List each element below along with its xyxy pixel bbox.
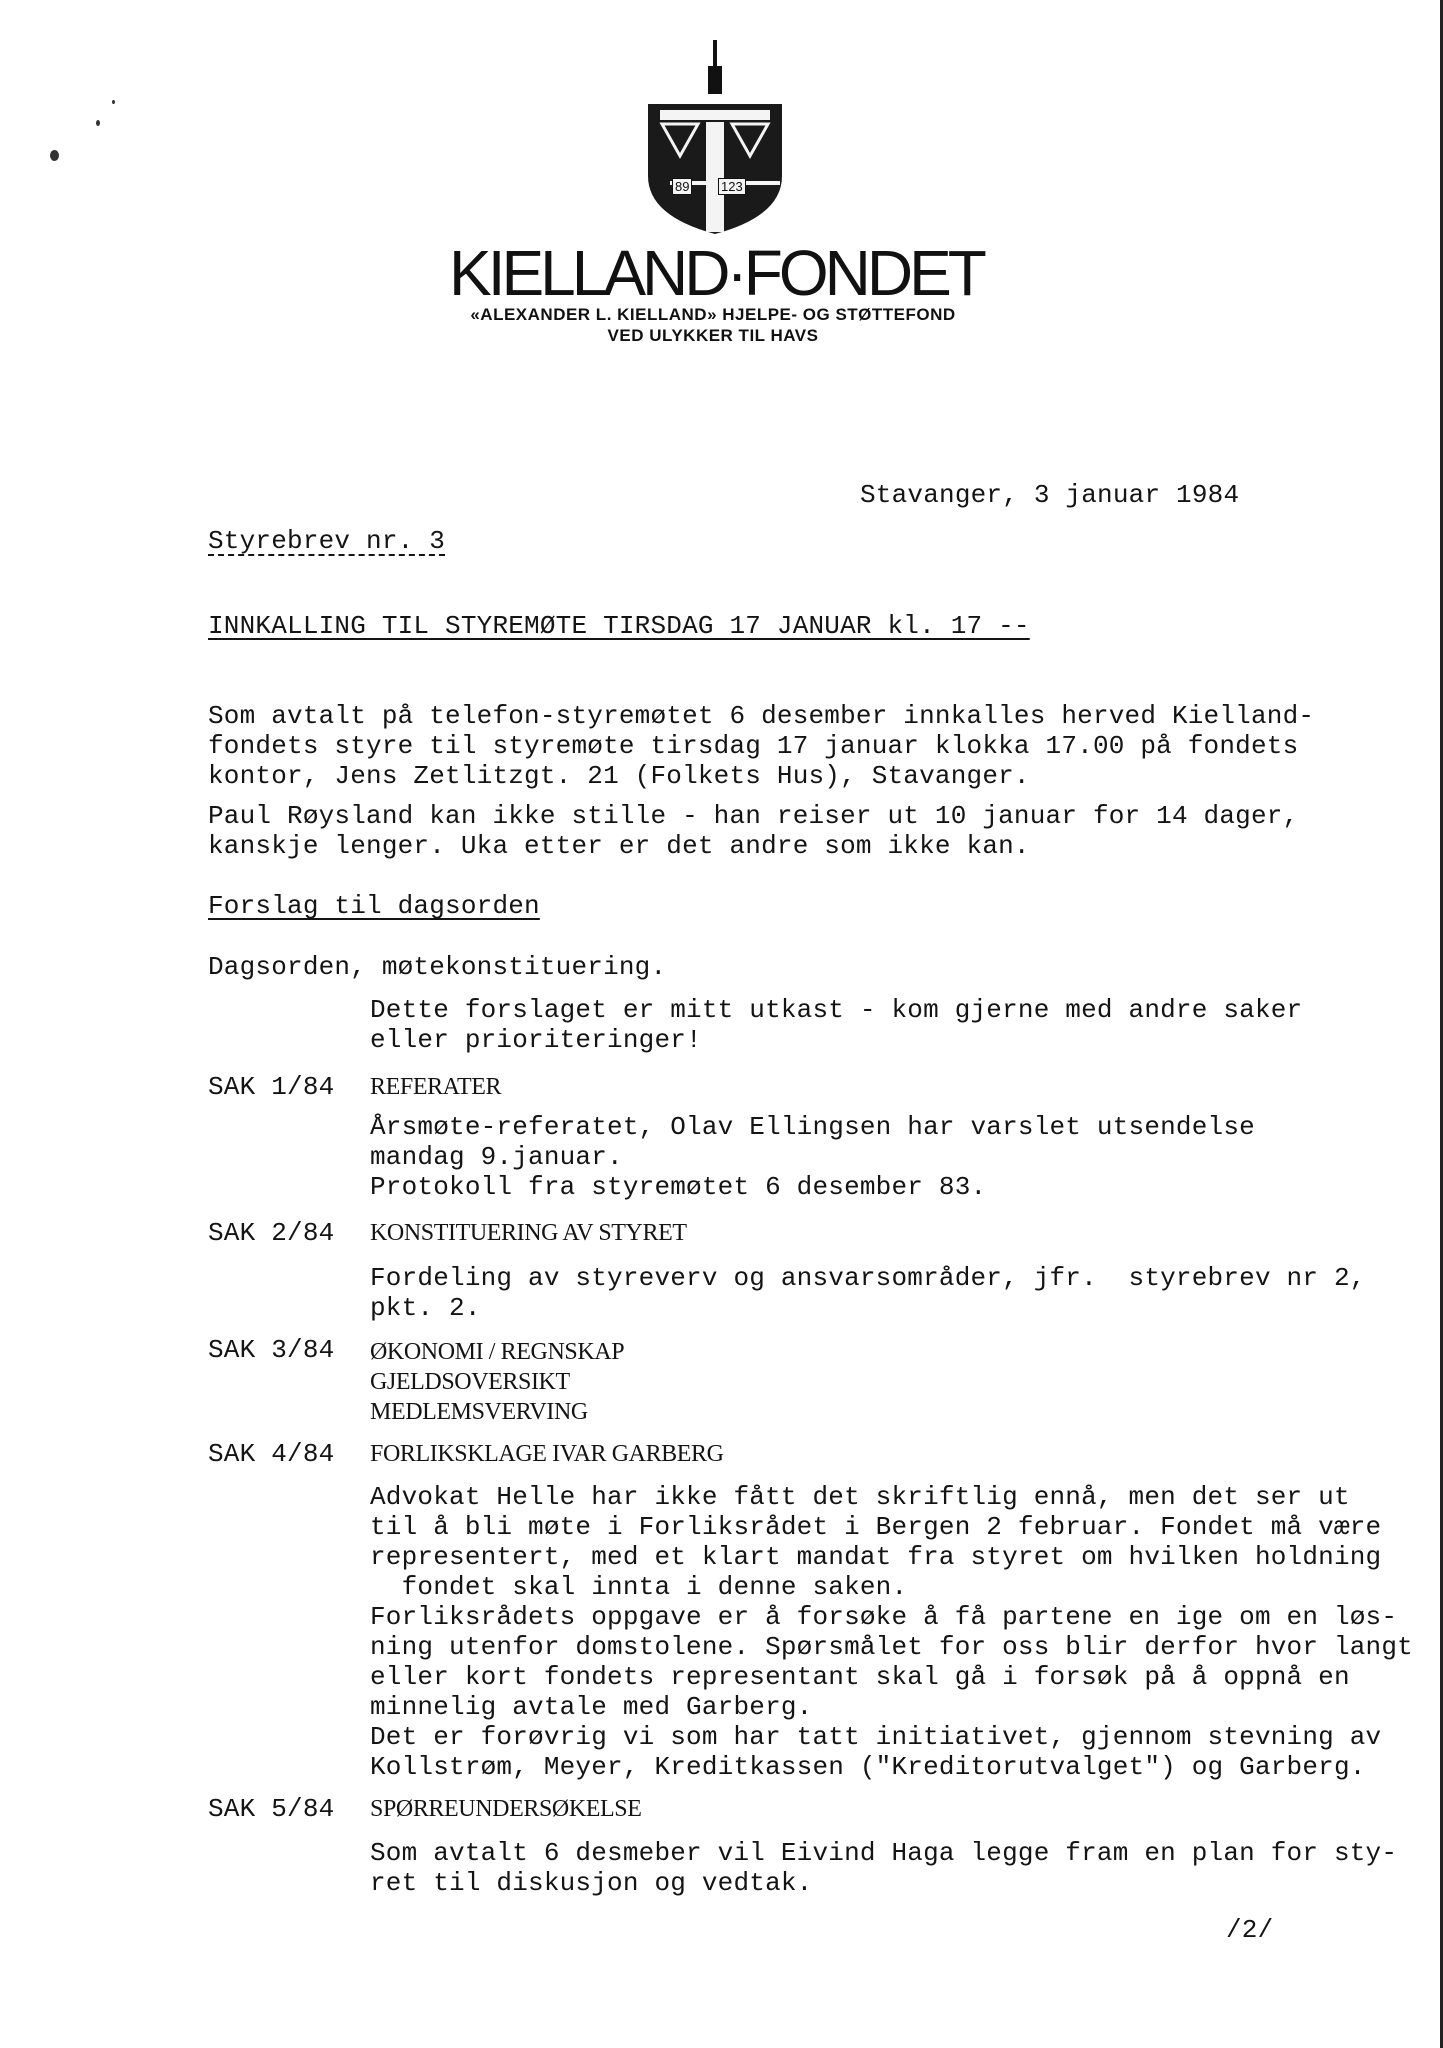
logo-number-right: 123	[718, 178, 746, 195]
text-line: kanskje lenger. Uka etter er det andre som ikke kan.	[208, 831, 1030, 861]
text-line: Det er forøvrig vi som har tatt initiativet, gjennom stevning av	[370, 1722, 1382, 1752]
agenda-intro-label: Dagsorden, møtekonstituering.	[208, 952, 667, 982]
organization-subtitle-2: VED ULYKKER TIL HAVS	[607, 326, 819, 345]
text-line: eller prioriteringer!	[370, 1025, 702, 1055]
agenda-item-body	[370, 1263, 1366, 1323]
text-line: Som avtalt 6 desmeber vil Eivind Haga legge fram en plan for sty-	[370, 1838, 1398, 1868]
agenda-item-number: SAK 5/84	[208, 1794, 335, 1824]
text-line: minnelig avtale med Garberg.	[370, 1692, 813, 1722]
oil-platform-shield-icon	[640, 38, 790, 238]
agenda-item-title: ØKONOMI / REGNSKAP	[370, 1339, 625, 1365]
agenda-item-number: SAK 4/84	[208, 1439, 335, 1469]
logo-number-left: 89	[672, 178, 692, 195]
text-line: Advokat Helle har ikke fått det skriftlig ennå, men det ser ut	[370, 1482, 1350, 1512]
intro-paragraph-2	[208, 801, 1298, 861]
text-line: Kollstrøm, Meyer, Kreditkassen ("Kreditorutvalget") og Garberg.	[370, 1752, 1366, 1782]
meeting-heading: INNKALLING TIL STYREMØTE TIRSDAG 17 JANUAR kl. 17 --	[208, 611, 1030, 641]
text-line: ning utenfor domstolene. Spørsmålet for oss blir derfor hvor langt	[370, 1632, 1413, 1662]
text-line: Årsmøte-referatet, Olav Ellingsen har varslet utsendelse	[370, 1112, 1255, 1142]
text-line: Som avtalt på telefon-styremøtet 6 desember innkalles herved Kielland-	[208, 701, 1315, 731]
agenda-item-body	[370, 1482, 1413, 1782]
text-line: kontor, Jens Zetlitzgt. 21 (Folkets Hus), Stavanger.	[208, 761, 1030, 791]
agenda-item-title: GJELDSOVERSIKT	[370, 1369, 570, 1395]
scan-speck	[50, 150, 59, 161]
agenda-item-title: MEDLEMSVERVING	[370, 1399, 588, 1425]
text-line: representert, med et klart mandat fra styret om hvilken holdning	[370, 1542, 1382, 1572]
text-line: ret til diskusjon og vedtak.	[370, 1868, 813, 1898]
agenda-heading: Forslag til dagsorden	[208, 891, 540, 921]
agenda-item-title: SPØRREUNDERSØKELSE	[370, 1796, 642, 1822]
agenda-item-body	[370, 1838, 1397, 1898]
agenda-item-titles	[370, 1337, 624, 1427]
text-line: til å bli møte i Forliksrådet i Bergen 2 februar. Fondet må være	[370, 1512, 1382, 1542]
agenda-item-number: SAK 3/84	[208, 1335, 335, 1365]
agenda-item-title: KONSTITUERING AV STYRET	[370, 1220, 687, 1246]
scan-speck	[112, 100, 115, 104]
text-line: pkt. 2.	[370, 1293, 481, 1323]
agenda-item-title: FORLIKSKLAGE IVAR GARBERG	[370, 1441, 724, 1467]
agenda-item-title: REFERATER	[370, 1074, 502, 1100]
agenda-intro-note	[370, 995, 1302, 1055]
scan-speck	[96, 120, 100, 126]
intro-paragraph-1	[208, 701, 1314, 791]
agenda-item-number: SAK 1/84	[208, 1072, 335, 1102]
text-line: Protokoll fra styremøtet 6 desember 83.	[370, 1172, 987, 1202]
agenda-item-body	[370, 1112, 1255, 1202]
text-line: eller kort fondets representant skal gå i forsøk på å oppnå en	[370, 1662, 1350, 1692]
letter-reference: Styrebrev nr. 3	[208, 526, 446, 556]
text-line: Dette forslaget er mitt utkast - kom gjerne med andre saker	[370, 995, 1303, 1025]
agenda-item-number: SAK 2/84	[208, 1218, 335, 1248]
text-line: fondet skal innta i denne saken.	[370, 1572, 908, 1602]
text-line: fondets styre til styremøte tirsdag 17 januar klokka 17.00 på fondets	[208, 731, 1299, 761]
text-line: Forliksrådets oppgave er å forsøke å få partene en ige om en løs-	[370, 1602, 1398, 1632]
date-line: Stavanger, 3 januar 1984	[860, 480, 1240, 510]
text-line: mandag 9.januar.	[370, 1142, 623, 1172]
organization-subtitle-1: «ALEXANDER L. KIELLAND» HJELPE- OG STØTTEFOND	[470, 305, 956, 324]
text-line: Fordeling av styreverv og ansvarsområder, jfr. styrebrev nr 2,	[370, 1263, 1366, 1293]
organization-name: KIELLAND·FONDET	[449, 237, 983, 309]
text-line: Paul Røysland kan ikke stille - han reiser ut 10 januar for 14 dager,	[208, 801, 1299, 831]
page-marker: /2/	[1226, 1915, 1274, 1945]
